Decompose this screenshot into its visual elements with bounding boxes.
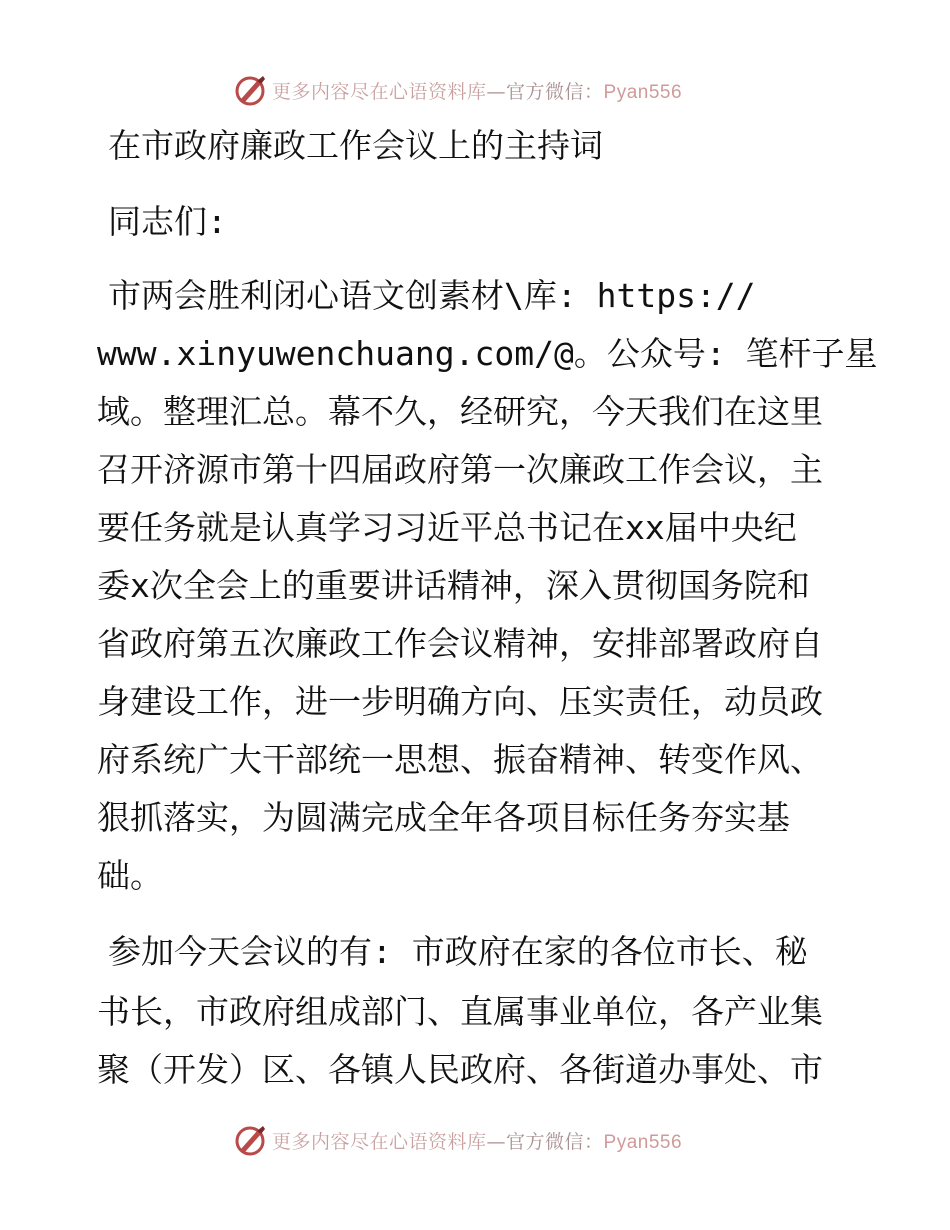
pen-circle-icon: [232, 72, 268, 108]
document-title: 在市政府廉政工作会议上的主持词: [108, 126, 603, 165]
watermark-main: 更多内容尽在心语资料库: [272, 80, 487, 103]
paragraph1-line: 府系统广大干部统一思想、振奋精神、转变作风、: [97, 740, 823, 779]
paragraph1-line: 身建设工作，进一步明确方向、压实责任，动员政: [97, 682, 823, 721]
paragraph2-line: 聚（开发）区、各镇人民政府、各街道办事处、市: [97, 1050, 823, 1089]
paragraph1-line: www.xinyuwenchuang.com/@。公众号: 笔杆子星: [97, 334, 878, 373]
paragraph1-line: 省政府第五次廉政工作会议精神，安排部署政府自: [97, 624, 823, 663]
watermark-label: 官方微信：: [506, 80, 604, 103]
watermark-text: [272, 1127, 682, 1154]
paragraph1-line: 狠抓落实，为圆满完成全年各项目标任务夯实基: [97, 798, 790, 837]
watermark-banner-top: [232, 70, 682, 110]
paragraph2-line: 书长，市政府组成部门、直属事业单位，各产业集: [97, 992, 823, 1031]
paragraph1-line: 召开济源市第十四届政府第一次廉政工作会议，主: [97, 450, 823, 489]
watermark-separator: —: [486, 80, 507, 103]
watermark-text: [272, 77, 682, 104]
paragraph1-line: 市两会胜利闭心语文创素材\库: https://: [108, 276, 756, 315]
watermark-main: 更多内容尽在心语资料库: [272, 1130, 487, 1153]
paragraph1-line: 础。: [97, 856, 163, 895]
paragraph1-line: 要任务就是认真学习习近平总书记在xx届中央纪: [97, 508, 797, 547]
watermark-id: Pyan556: [603, 81, 683, 103]
paragraph1-line: 委x次全会上的重要讲话精神，深入贯彻国务院和: [97, 566, 810, 605]
watermark-id: Pyan556: [603, 1131, 683, 1153]
greeting: 同志们:: [108, 202, 227, 241]
paragraph2-line: 参加今天会议的有: 市政府在家的各位市长、秘: [108, 932, 808, 971]
paragraph1-line: 域。整理汇总。幕不久，经研究，今天我们在这里: [97, 392, 823, 431]
watermark-separator: —: [486, 1130, 507, 1153]
watermark-banner-bottom: [232, 1120, 682, 1160]
watermark-label: 官方微信：: [506, 1130, 604, 1153]
pen-circle-icon: [232, 1122, 268, 1158]
